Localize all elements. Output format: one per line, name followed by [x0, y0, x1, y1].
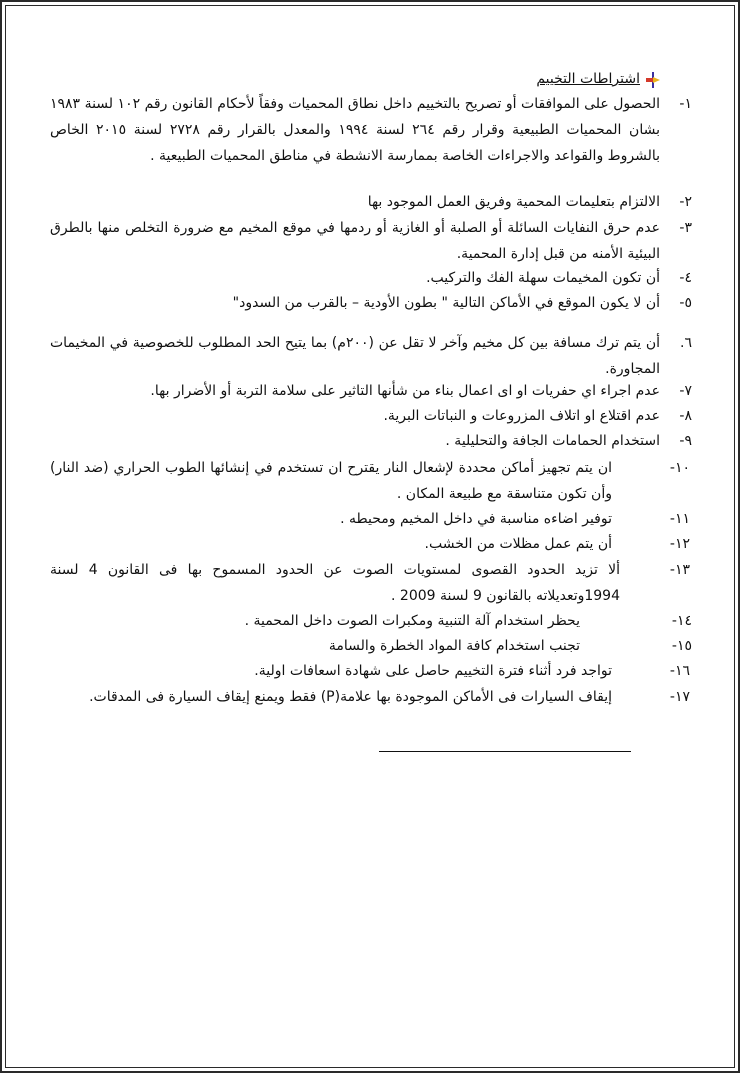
list-item: ٣- عدم حرق النفايات السائلة أو الصلبة أو الغازية أو ردمها في موقع المخيم مع ضرورة التخلص منها بالطرق البيئية الأمنه من قبل إدارة المحمية.	[50, 220, 692, 262]
list-item: ١٠- ان يتم تجهيز أماكن محددة لإشعال النار يقترح ان تستخدم في إنشائها الطوب الحراري (ضد النار) وأن تكون متناسقة مع طبيعة المكان .	[50, 460, 690, 502]
list-item: ٥- أن لا يكون الموقع في الأماكن التالية " بطون الأودية – بالقرب من السدود"	[232, 295, 692, 311]
list-item: ١٧- إيقاف السيارات فى الأماكن الموجودة بها علامة(P) فقط ويمنع إيقاف السيارة فى المدقات.	[89, 689, 690, 705]
list-item: ١٦- تواجد فرد أثناء فترة التخييم حاصل على شهادة اسعافات اولية.	[254, 663, 690, 679]
list-item: ١٤- يحظر استخدام آلة التنبية ومكبرات الصوت داخل المحمية .	[244, 613, 692, 629]
list-item: ٦. أن يتم ترك مسافة بين كل مخيم وآخر لا تقل عن (٢٠٠م) بما يتيح الحد المطلوب للخصوصية في المخيمات المجاورة.	[50, 335, 692, 377]
list-item: ١٣- ألا تزيد الحدود القصوى لمستويات الصوت عن الحدود المسموح بها فى القانون 4 لسنة 1994وتعديلاته بالقانون 9 لسنة 2009 .	[50, 562, 690, 604]
list-item: ١٢- أن يتم عمل مظلات من الخشب.	[424, 536, 690, 552]
section-title: اشتراطات التخييم	[536, 71, 640, 87]
arrow-bullet-icon	[646, 71, 660, 87]
section-heading	[536, 66, 660, 92]
list-item: ٢- الالتزام بتعليمات المحمية وفريق العمل الموجود بها	[367, 194, 692, 210]
list-item: ٤- أن تكون المخيمات سهلة الفك والتركيب.	[426, 270, 692, 286]
list-item: ١١- توفير اضاءه مناسبة في داخل المخيم ومحيطه .	[340, 511, 690, 527]
list-item: ٩- استخدام الحمامات الجافة والتحليلية .	[445, 433, 692, 449]
list-item: ٧- عدم اجراء اي حفريات او اى اعمال بناء من شأنها التاثير على سلامة التربة أو الأضرار بها.	[150, 383, 692, 399]
list-item: ١- الحصول على الموافقات أو تصريح بالتخييم داخل نطاق المحميات وفقاً لأحكام القانون رقم ١٠٢ لسنة ١٩٨٣ بشان المحميات الطبيعية وقرار رقم ٢٦٤ لسنة ١٩٩٤ والمعدل بالقرار رقم ٢٧٢٨ لسنة ٢٠١٥ الخاص بالشروط والقواعد والاجراءات الخاصة بممارسة الانشطة في مناطق المحميات الطبيعية .	[50, 96, 692, 164]
list-item: ٨- عدم اقتلاع او اتلاف المزروعات و النباتات البرية.	[383, 408, 692, 424]
list-item: ١٥- تجنب استخدام كافة المواد الخطرة والسامة	[328, 638, 692, 654]
closing-divider	[379, 751, 631, 752]
